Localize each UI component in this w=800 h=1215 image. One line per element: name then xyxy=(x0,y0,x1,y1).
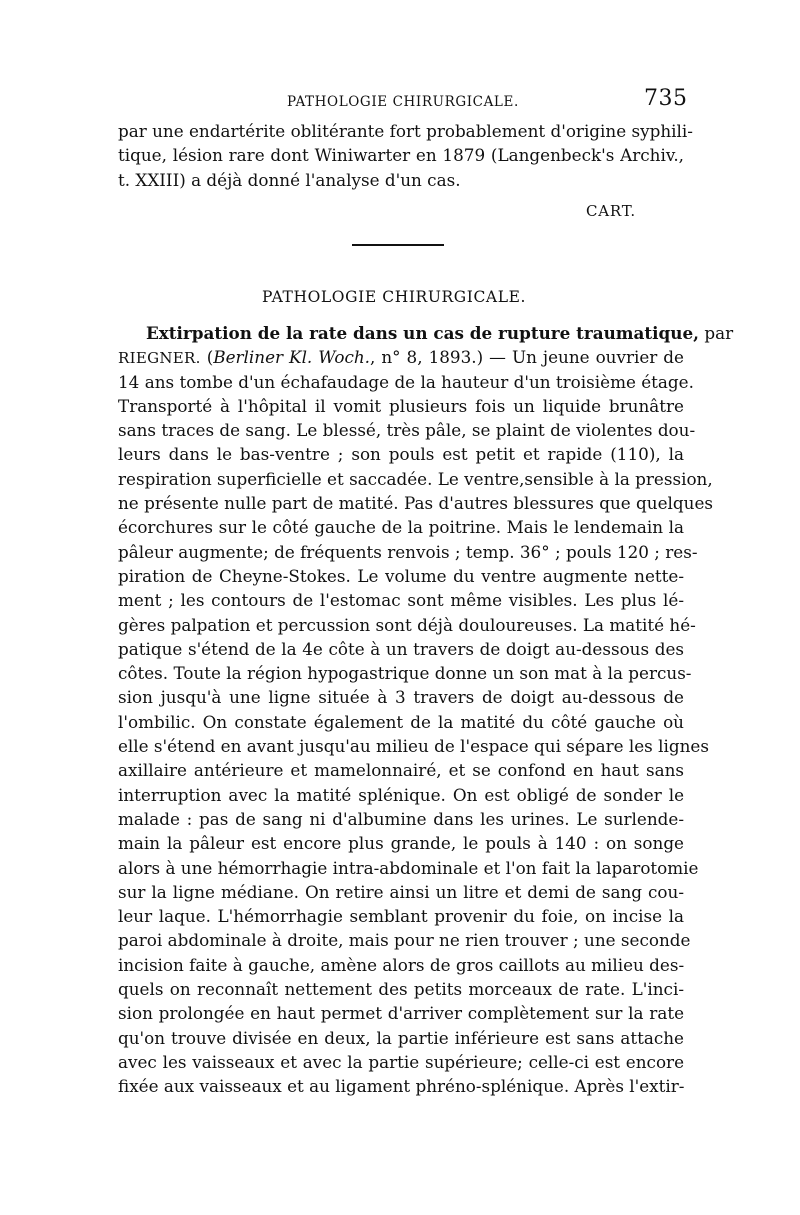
body-line: respiration superficielle et saccadée. Le ventre,sensible à la pression, xyxy=(118,468,713,489)
body-line: écorchures sur le côté gauche de la poitrine. Mais le lendemain la xyxy=(118,517,684,538)
body-line: gères palpation et percussion sont déjà douloureuses. La matité hé- xyxy=(118,614,696,635)
article-title-line xyxy=(118,321,734,345)
article-paragraph xyxy=(118,321,734,1123)
journal-name: Berliner Kl. Woch. xyxy=(213,347,371,368)
body-line: ne présente nulle part de matité. Pas d'autres blessures que quelques xyxy=(118,493,713,514)
body-line: paroi abdominale à droite, mais pour ne rien trouver ; une seconde xyxy=(118,930,691,951)
body-line: quels on reconnaît nettement des petits morceaux de rate. L'inci- xyxy=(118,979,684,1000)
citation-open: ( xyxy=(200,347,214,368)
section-divider xyxy=(352,244,444,246)
body-line: axillaire antérieure et mamelonnairé, et se confond en haut sans xyxy=(118,760,684,781)
continuation-line: tique, lésion rare dont Winiwarter en 1879 (Langenbeck's Archiv., xyxy=(118,145,684,166)
body-line: sans traces de sang. Le blessé, très pâle, se plaint de violentes dou- xyxy=(118,420,696,441)
body-line: Transporté à l'hôpital il vomit plusieurs fois un liquide brunâtre xyxy=(118,395,684,416)
continuation-paragraph xyxy=(118,119,693,192)
body-line: sur la ligne médiane. On retire ainsi un litre et demi de sang cou- xyxy=(118,881,684,902)
body-line: leur laque. L'hémorrhagie semblant provenir du foie, on incise la xyxy=(118,906,684,927)
article-title: Extirpation de la rate dans un cas de rupture traumatique, xyxy=(146,323,700,343)
section-heading: PATHOLOGIE CHIRURGICALE. xyxy=(262,288,527,306)
body-line: 14 ans tombe d'un échafaudage de la hauteur d'un troisième étage. xyxy=(118,371,694,392)
body-line: avec les vaisseaux et avec la partie supérieure; celle-ci est encore xyxy=(118,1051,684,1072)
article-title-suffix: par xyxy=(699,323,734,343)
body-line: l'ombilic. On constate également de la matité du côté gauche où xyxy=(118,711,684,732)
author-signature: CART. xyxy=(586,202,636,220)
page-number: 735 xyxy=(644,86,688,111)
body-line: côtes. Toute la région hypogastrique donne un son mat à la percus- xyxy=(118,663,692,684)
article-citation-line xyxy=(118,345,684,369)
body-line: fixée aux vaisseaux et au ligament phréno-splénique. Après l'extir- xyxy=(118,1076,685,1097)
body-line: patique s'étend de la 4e côte à un travers de doigt au-dessous des xyxy=(118,638,684,659)
running-title: PATHOLOGIE CHIRURGICALE. xyxy=(287,94,519,110)
citation-rest: , n° 8, 1893.) — Un jeune ouvrier de xyxy=(370,347,684,368)
body-line: incision faite à gauche, amène alors de gros caillots au milieu des- xyxy=(118,954,685,975)
body-line: ment ; les contours de l'estomac sont même visibles. Les plus lé- xyxy=(118,590,684,611)
body-line: sion jusqu'à une ligne située à 3 travers de doigt au-dessous de xyxy=(118,687,684,708)
body-line: qu'on trouve divisée en deux, la partie inférieure est sans attache xyxy=(118,1027,684,1048)
body-line: alors à une hémorrhagie intra-abdominale et l'on fait la laparotomie xyxy=(118,857,699,878)
body-line: sion prolongée en haut permet d'arriver complètement sur la rate xyxy=(118,1003,684,1024)
body-line: interruption avec la matité splénique. On est obligé de sonder le xyxy=(118,784,684,805)
body-line: piration de Cheyne-Stokes. Le volume du ventre augmente nette- xyxy=(118,565,684,586)
body-line: elle s'étend en avant jusqu'au milieu de l'espace qui sépare les lignes xyxy=(118,736,709,757)
continuation-line: par une endartérite oblitérante fort probablement d'origine syphili- xyxy=(118,121,693,141)
body-line: malade : pas de sang ni d'albumine dans les urines. Le surlende- xyxy=(118,808,684,829)
body-line: leurs dans le bas-ventre ; son pouls est petit et rapide (110), la xyxy=(118,444,684,465)
article-author: RIEGNER. xyxy=(118,349,201,368)
body-line xyxy=(118,1099,684,1123)
body-line: main la pâleur est encore plus grande, le pouls à 140 : on songe xyxy=(118,833,684,854)
body-line: pâleur augmente; de fréquents renvois ; temp. 36° ; pouls 120 ; res- xyxy=(118,541,698,562)
continuation-line: t. XXIII) a déjà donné l'analyse d'un cas. xyxy=(118,169,461,190)
